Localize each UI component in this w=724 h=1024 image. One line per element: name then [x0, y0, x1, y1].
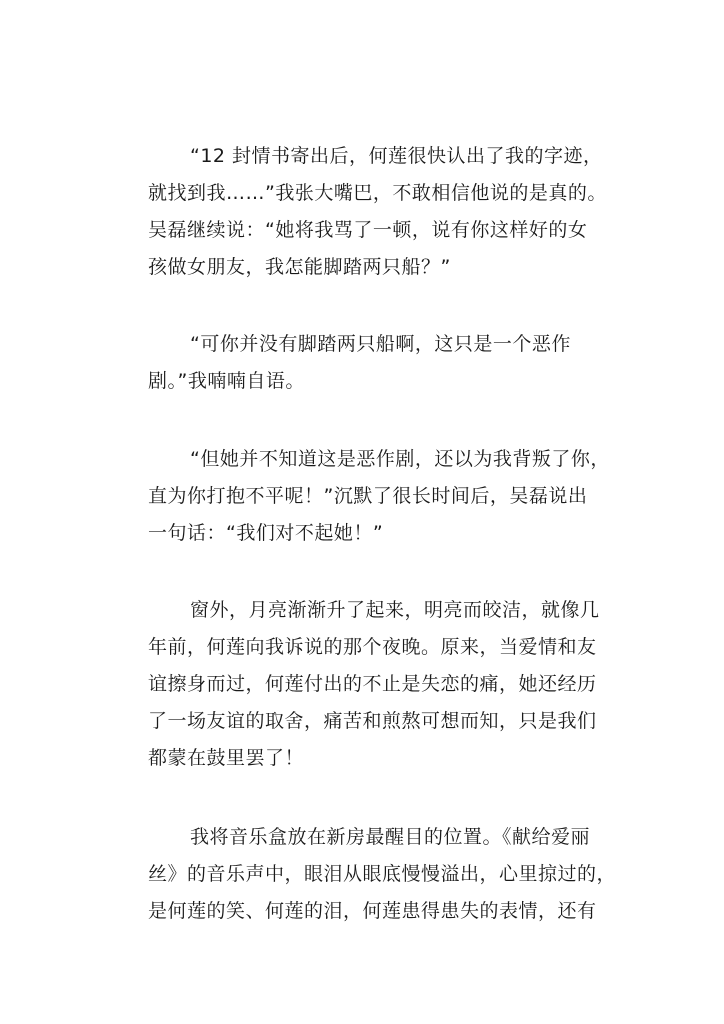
text-line: 丝》的音乐声中，眼泪从眼底慢慢溢出，心里掠过的，: [148, 863, 617, 885]
text-line: 一句话：“我们对不起她！”: [148, 522, 384, 544]
text-line: “12 封情书寄出后，何莲很快认出了我的字迹，: [190, 145, 603, 167]
text-line: “可你并没有脚踏两只船啊，这只是一个恶作: [190, 333, 571, 355]
paragraph-2: [148, 326, 628, 400]
text-line: 就找到我……”我张大嘴巴，不敢相信他说的是真的。: [148, 182, 607, 204]
text-line: 我将音乐盒放在新房最醒目的位置。《献给爱丽: [190, 826, 591, 848]
paragraph-3: [148, 441, 628, 552]
text-line: 直为你打抱不平呢！”沉默了很长时间后，吴磊说出: [148, 485, 588, 507]
text-line: 孩做女朋友，我怎能脚踏两只船？”: [148, 256, 451, 278]
text-line: “但她并不知道这是恶作剧，还以为我背叛了你，: [190, 448, 610, 470]
text-line: 了一场友谊的取舍，痛苦和煎熬可想而知，只是我们: [148, 710, 597, 732]
text-line: 剧。”我喃喃自语。: [148, 370, 305, 392]
text-line: 年前，何莲向我诉说的那个夜晚。原来，当爱情和友: [148, 636, 597, 658]
text-line: 是何莲的笑、何莲的泪，何莲患得患失的表情，还有: [148, 900, 597, 922]
text-line: 窗外，月亮渐渐升了起来，明亮而皎洁，就像几: [190, 599, 600, 621]
text-line: 谊擦身而过，何莲付出的不止是失恋的痛，她还经历: [148, 673, 597, 695]
paragraph-1: [148, 138, 628, 286]
text-line: 吴磊继续说：“她将我骂了一顿，说有你这样好的女: [148, 219, 588, 241]
text-line: 都蒙在鼓里罢了！: [148, 747, 305, 769]
paragraph-5: [148, 819, 628, 930]
paragraph-4: [148, 592, 628, 777]
